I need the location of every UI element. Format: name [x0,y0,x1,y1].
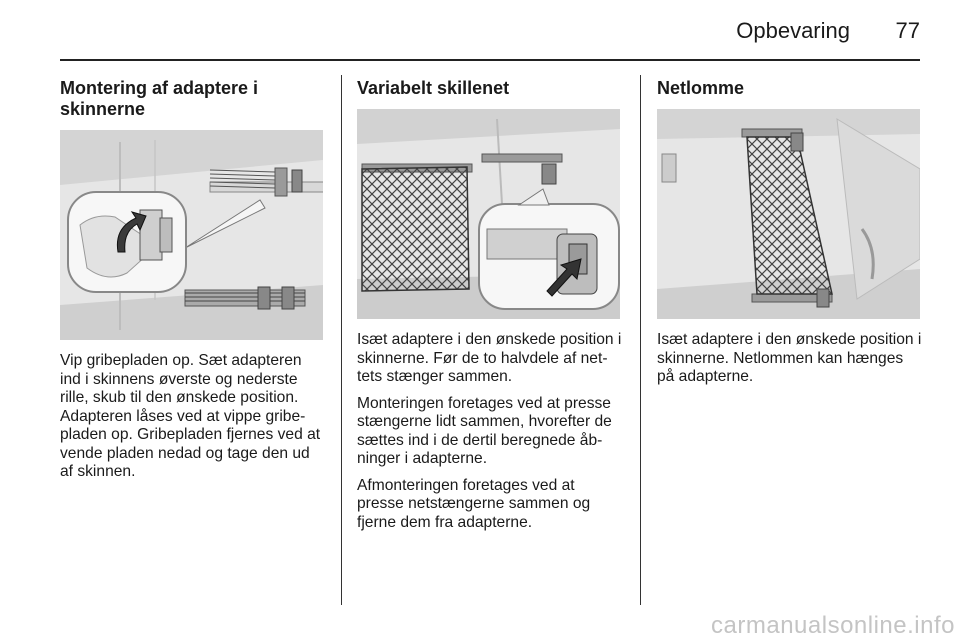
paragraph: Isæt adaptere i den ønskede position i skinnerne. Før de to halvdele af nettets stænger sammen. [357,331,622,385]
section-title: Netlomme [657,78,745,98]
column-divider [640,75,641,605]
watermark: carmanualsonline.info [711,612,955,639]
paragraph: Afmonteringen foretages ved at presse netstængerne sammen og fjerne dem fra adapterne. [357,476,591,531]
paragraph: Vip gribepladen op. Sæt adapteren ind i skinnens øverste og nederste rille, skub til den ønskede position. Adapteren låses ved at vippe gribepladen op. Gribepladen fjernes ved at vende pladen nedad og tage den ud af skinnen. [60,352,321,480]
paragraph: Isæt adaptere i den ønskede position i skinnerne. Netlommen kan hænges på adapterne. [657,331,922,385]
net-pocket-illustration [657,109,920,319]
header-title: Opbevaring [736,18,850,43]
divider-net-illustration [357,109,620,319]
section-title: Variabelt skillenet [357,78,510,98]
paragraph: Monteringen foretages ved at presse stængerne lidt sammen, hvorefter de sættes ind i de dertil beregnede åbninger i adapterne. [357,394,612,467]
column-mounting-adapters [60,78,325,490]
header-rule [60,59,920,61]
column-variable-divider-net [357,78,622,540]
page-number: 77 [895,18,920,43]
column-net-pocket [657,78,922,395]
rail-adapter-illustration [60,130,323,340]
column-divider [341,75,342,605]
section-title: Montering af adaptere i skinnerne [60,78,259,119]
